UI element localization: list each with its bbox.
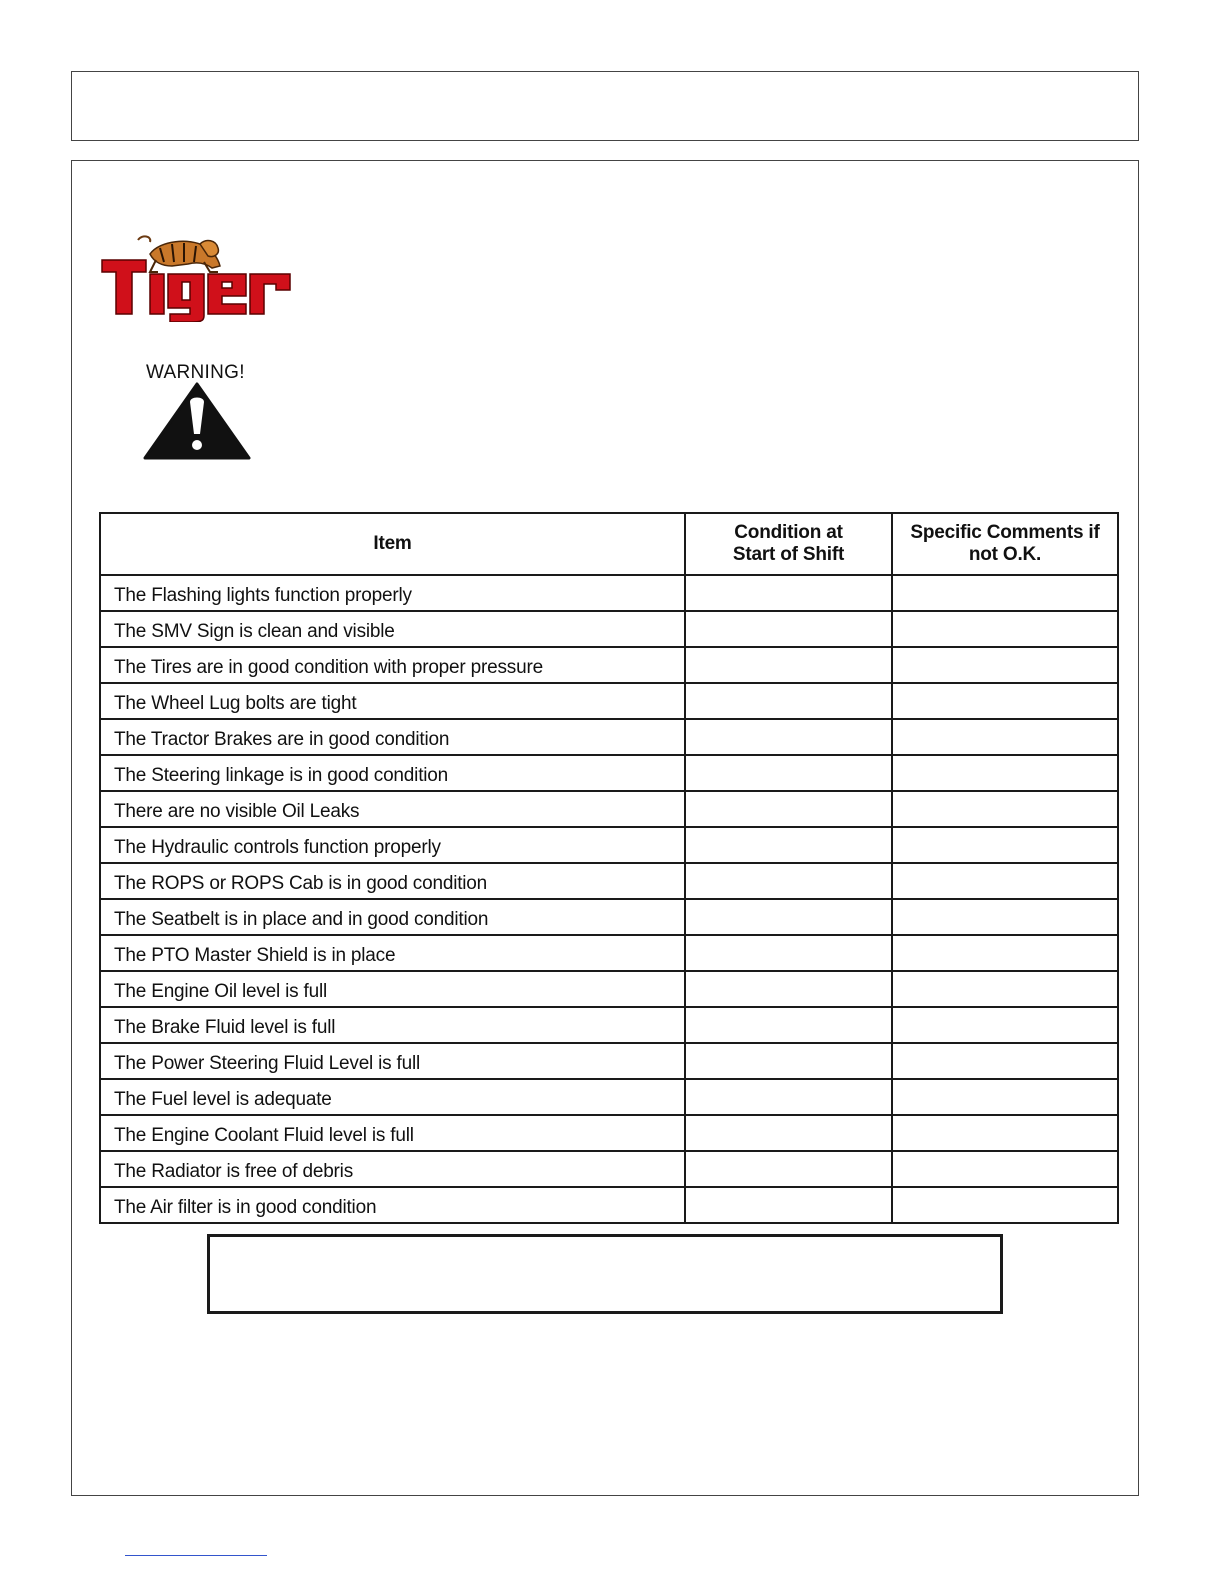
column-header-comments-line2: not O.K. (968, 544, 1042, 565)
comments-cell[interactable] (892, 863, 1118, 899)
table-row (100, 827, 1118, 863)
condition-cell[interactable] (685, 1187, 892, 1223)
comments-cell[interactable] (892, 827, 1118, 863)
condition-cell[interactable] (685, 1007, 892, 1043)
condition-cell[interactable] (685, 863, 892, 899)
table-row (100, 1115, 1118, 1151)
item-cell: The Brake Fluid level is full (100, 1007, 685, 1043)
comments-cell[interactable] (892, 971, 1118, 1007)
item-cell: The Fuel level is adequate (100, 1079, 685, 1115)
table-row (100, 755, 1118, 791)
table-row (100, 1151, 1118, 1187)
item-cell: The Wheel Lug bolts are tight (100, 683, 685, 719)
table-row (100, 899, 1118, 935)
item-cell: The Power Steering Fluid Level is full (100, 1043, 685, 1079)
condition-cell[interactable] (685, 935, 892, 971)
item-cell: The Air filter is in good condition (100, 1187, 685, 1223)
column-header-condition-line2: Start of Shift (732, 544, 845, 565)
column-header-comments (892, 513, 1118, 575)
comments-cell[interactable] (892, 647, 1118, 683)
column-header-comments-line1: Specific Comments if (910, 522, 1100, 543)
item-cell: The Tractor Brakes are in good condition (100, 719, 685, 755)
tiger-mascot-icon (138, 236, 220, 272)
condition-cell[interactable] (685, 899, 892, 935)
table-row (100, 971, 1118, 1007)
comments-cell[interactable] (892, 899, 1118, 935)
table-row (100, 575, 1118, 611)
comments-cell[interactable] (892, 1151, 1118, 1187)
table-row (100, 1079, 1118, 1115)
item-cell: The Radiator is free of debris (100, 1151, 685, 1187)
table-row (100, 719, 1118, 755)
item-cell: The SMV Sign is clean and visible (100, 611, 685, 647)
comments-cell[interactable] (892, 755, 1118, 791)
item-cell: The Steering linkage is in good condition (100, 755, 685, 791)
warning-triangle-icon (143, 382, 251, 460)
table-row (100, 1007, 1118, 1043)
column-header-item (100, 513, 685, 575)
table-row (100, 647, 1118, 683)
table-row (100, 611, 1118, 647)
column-header-condition (685, 513, 892, 575)
column-header-item-text: Item (373, 533, 412, 554)
comments-cell[interactable] (892, 611, 1118, 647)
item-cell: The Engine Coolant Fluid level is full (100, 1115, 685, 1151)
page-header-box (71, 71, 1139, 141)
condition-cell[interactable] (685, 971, 892, 1007)
comments-cell[interactable] (892, 791, 1118, 827)
checklist-body (100, 575, 1118, 1223)
item-cell: The Tires are in good condition with proper pressure (100, 647, 685, 683)
pre-operation-checklist-table (99, 512, 1119, 1224)
condition-cell[interactable] (685, 647, 892, 683)
item-cell: The Engine Oil level is full (100, 971, 685, 1007)
warning-label: WARNING! (146, 362, 245, 383)
item-cell: The ROPS or ROPS Cab is in good condition (100, 863, 685, 899)
comments-cell[interactable] (892, 1115, 1118, 1151)
comments-cell[interactable] (892, 719, 1118, 755)
item-cell: The PTO Master Shield is in place (100, 935, 685, 971)
condition-cell[interactable] (685, 827, 892, 863)
footer-link-underline[interactable] (125, 1555, 267, 1556)
comments-cell[interactable] (892, 575, 1118, 611)
note-box (207, 1234, 1003, 1314)
comments-cell[interactable] (892, 1187, 1118, 1223)
item-cell: The Flashing lights function properly (100, 575, 685, 611)
comments-cell[interactable] (892, 683, 1118, 719)
table-row (100, 683, 1118, 719)
condition-cell[interactable] (685, 1115, 892, 1151)
condition-cell[interactable] (685, 611, 892, 647)
condition-cell[interactable] (685, 575, 892, 611)
condition-cell[interactable] (685, 1043, 892, 1079)
condition-cell[interactable] (685, 1079, 892, 1115)
table-row (100, 1187, 1118, 1223)
item-cell: The Hydraulic controls function properly (100, 827, 685, 863)
condition-cell[interactable] (685, 791, 892, 827)
condition-cell[interactable] (685, 755, 892, 791)
comments-cell[interactable] (892, 1007, 1118, 1043)
condition-cell[interactable] (685, 719, 892, 755)
condition-cell[interactable] (685, 1151, 892, 1187)
comments-cell[interactable] (892, 1079, 1118, 1115)
table-row (100, 791, 1118, 827)
comments-cell[interactable] (892, 1043, 1118, 1079)
column-header-condition-line1: Condition at (734, 522, 843, 543)
table-row (100, 863, 1118, 899)
tiger-wordmark (102, 260, 290, 322)
tiger-logo (100, 232, 292, 322)
comments-cell[interactable] (892, 935, 1118, 971)
item-cell: The Seatbelt is in place and in good condition (100, 899, 685, 935)
table-header-row (100, 513, 1118, 575)
condition-cell[interactable] (685, 683, 892, 719)
table-row (100, 935, 1118, 971)
table-row (100, 1043, 1118, 1079)
item-cell: There are no visible Oil Leaks (100, 791, 685, 827)
